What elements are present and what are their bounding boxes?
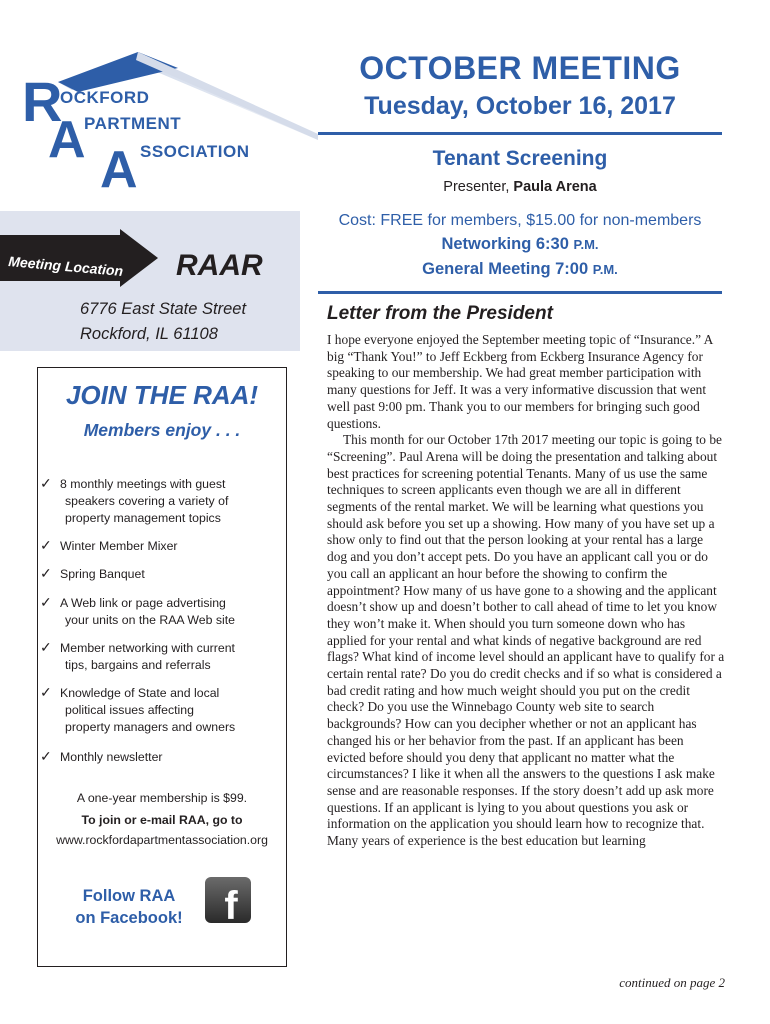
benefit-text (60, 685, 270, 736)
checkmark-icon: ✓ (40, 565, 52, 581)
benefit-text (60, 640, 270, 674)
location-arrow-icon (0, 229, 160, 287)
general-meeting-time (318, 257, 722, 282)
benefit-line: property managers and owners (65, 720, 236, 734)
facebook-icon[interactable] (205, 877, 251, 923)
follow-line-1: Follow RAA (82, 887, 176, 905)
join-title: JOIN THE RAA! (65, 380, 259, 410)
benefit-line: property management topics (65, 511, 221, 525)
benefit-line: A Web link or page advertising (60, 596, 226, 610)
benefit-line: Monthly newsletter (60, 750, 163, 764)
benefit-line: 8 monthly meetings with guest (60, 477, 226, 491)
logo-word-partment: PARTMENT (84, 114, 182, 133)
letter-title: Letter from the President (327, 303, 553, 324)
raa-logo (18, 52, 318, 199)
cost-line: Cost: FREE for members, $15.00 for non-members (338, 212, 702, 229)
networking-time (318, 232, 722, 257)
logo-big-a-top: A (48, 111, 86, 169)
letter-body (327, 332, 725, 850)
join-raa-box (37, 367, 287, 967)
meeting-title: OCTOBER MEETING (359, 50, 681, 86)
follow-facebook-text (64, 885, 194, 929)
networking-label: Networking 6:30 (441, 235, 569, 253)
members-enjoy-heading: Members enjoy . . . (83, 420, 241, 440)
location-arrow-label: Meeting Location (7, 253, 124, 280)
letter-paragraph-1: I hope everyone enjoyed the September meeting topic of “Insurance.” A big “Thank You!” to Jeff Eckberg from Eckberg Insurance Agency for speaking to our membership. We had great member participation with many questions for Jeff. It was a very informative discussion that went well past 9:00 pm. Thank you to our members for bringing such good questions. (327, 332, 713, 431)
address-line-2: Rockford, IL 61108 (80, 325, 218, 343)
benefit-line: Winter Member Mixer (60, 539, 178, 553)
logo-word-ssociation: SSOCIATION (140, 142, 250, 161)
benefit-line: tips, bargains and referrals (65, 658, 211, 672)
follow-line-2: on Facebook! (75, 909, 183, 927)
benefit-text (60, 595, 270, 629)
benefit-line: your units on the RAA Web site (65, 613, 235, 627)
benefit-text (60, 749, 270, 766)
checkmark-icon: ✓ (40, 748, 52, 764)
meeting-location-panel (0, 211, 300, 351)
benefit-line: Knowledge of State and local (60, 686, 220, 700)
benefit-text (60, 476, 270, 527)
continued-note: continued on page 2 (619, 975, 725, 990)
checkmark-icon: ✓ (40, 537, 52, 553)
membership-fee: A one-year membership is $99. (76, 791, 248, 805)
address-line-1: 6776 East State Street (80, 300, 247, 318)
facebook-f: f (224, 884, 238, 923)
general-label: General Meeting 7:00 (422, 260, 589, 278)
logo-big-a-bottom: A (100, 141, 138, 199)
benefit-text (60, 566, 270, 583)
checkmark-icon: ✓ (40, 639, 52, 655)
letter-rule (318, 291, 722, 294)
checkmark-icon: ✓ (40, 594, 52, 610)
letter-paragraph-2: This month for our October 17th 2017 meeting our topic is going to be “Screening”. Paul Arena will be doing the presentation and talking about best practices for screening potential Tenants. Many of us use the same techniques to screen applicants even though we are all in different segments of the rental market. We will be learning what questions you should ask before you set up a showing. How many of you have set up a show only to find out that the person looking at your rental has a large dog and you don’t accept pets. Do you have an applicant call you or do you call an applicant an hour before the showing to confirm the appointment? How many of us have gone to a showing and the applicant doesn’t show up and doesn’t bother to call ahead of time to let you know they won’t make it. When should you turn someone down who has applied for your rental and what kinds of negative background are red flags? What kind of income level should an applicant have to qualify for a certain rental rate? Do you do credit checks and if so what is considered a bad credit rating and how much weight should you put on the credit check? Do you use the Winnebago County web site to search backgrounds? How can you decipher whether or not an applicant has changed his or her behavior from the past. If an applicant has been evicted before should you deny that applicant no matter what the circumstances? I like it when all the answers to the questions I ask make sense and are reasonable responses. If the story doesn’t add up ask more questions. If an applicant is lying to you about questions you ask or information on the application you should learn how to recognize that. Many years of experience is the best education but learning (327, 432, 725, 849)
general-pm: P.M. (592, 262, 618, 277)
logo-word-ockford: OCKFORD (60, 88, 150, 107)
presenter-name: Paula Arena (513, 179, 597, 195)
benefit-text (60, 538, 270, 555)
presenter-label: Presenter, (443, 179, 510, 195)
website-link[interactable]: www.rockfordapartmentassociation.org (56, 833, 268, 847)
location-name: RAAR (176, 249, 263, 282)
meeting-header (318, 48, 722, 282)
checkmark-icon: ✓ (40, 684, 52, 700)
benefit-line: speakers covering a variety of (65, 494, 229, 508)
logo-big-r: R (22, 70, 63, 133)
join-prompt: To join or e-mail RAA, go to (81, 813, 243, 827)
meeting-date: Tuesday, October 16, 2017 (364, 92, 676, 120)
benefit-line: Member networking with current (60, 641, 235, 655)
meeting-topic: Tenant Screening (432, 147, 608, 170)
header-rule (318, 132, 722, 135)
presenter-line (318, 177, 722, 197)
checkmark-icon: ✓ (40, 475, 52, 491)
benefit-line: Spring Banquet (60, 567, 145, 581)
networking-pm: P.M. (573, 237, 599, 252)
location-address (80, 297, 246, 347)
benefit-line: political issues affecting (65, 703, 194, 717)
